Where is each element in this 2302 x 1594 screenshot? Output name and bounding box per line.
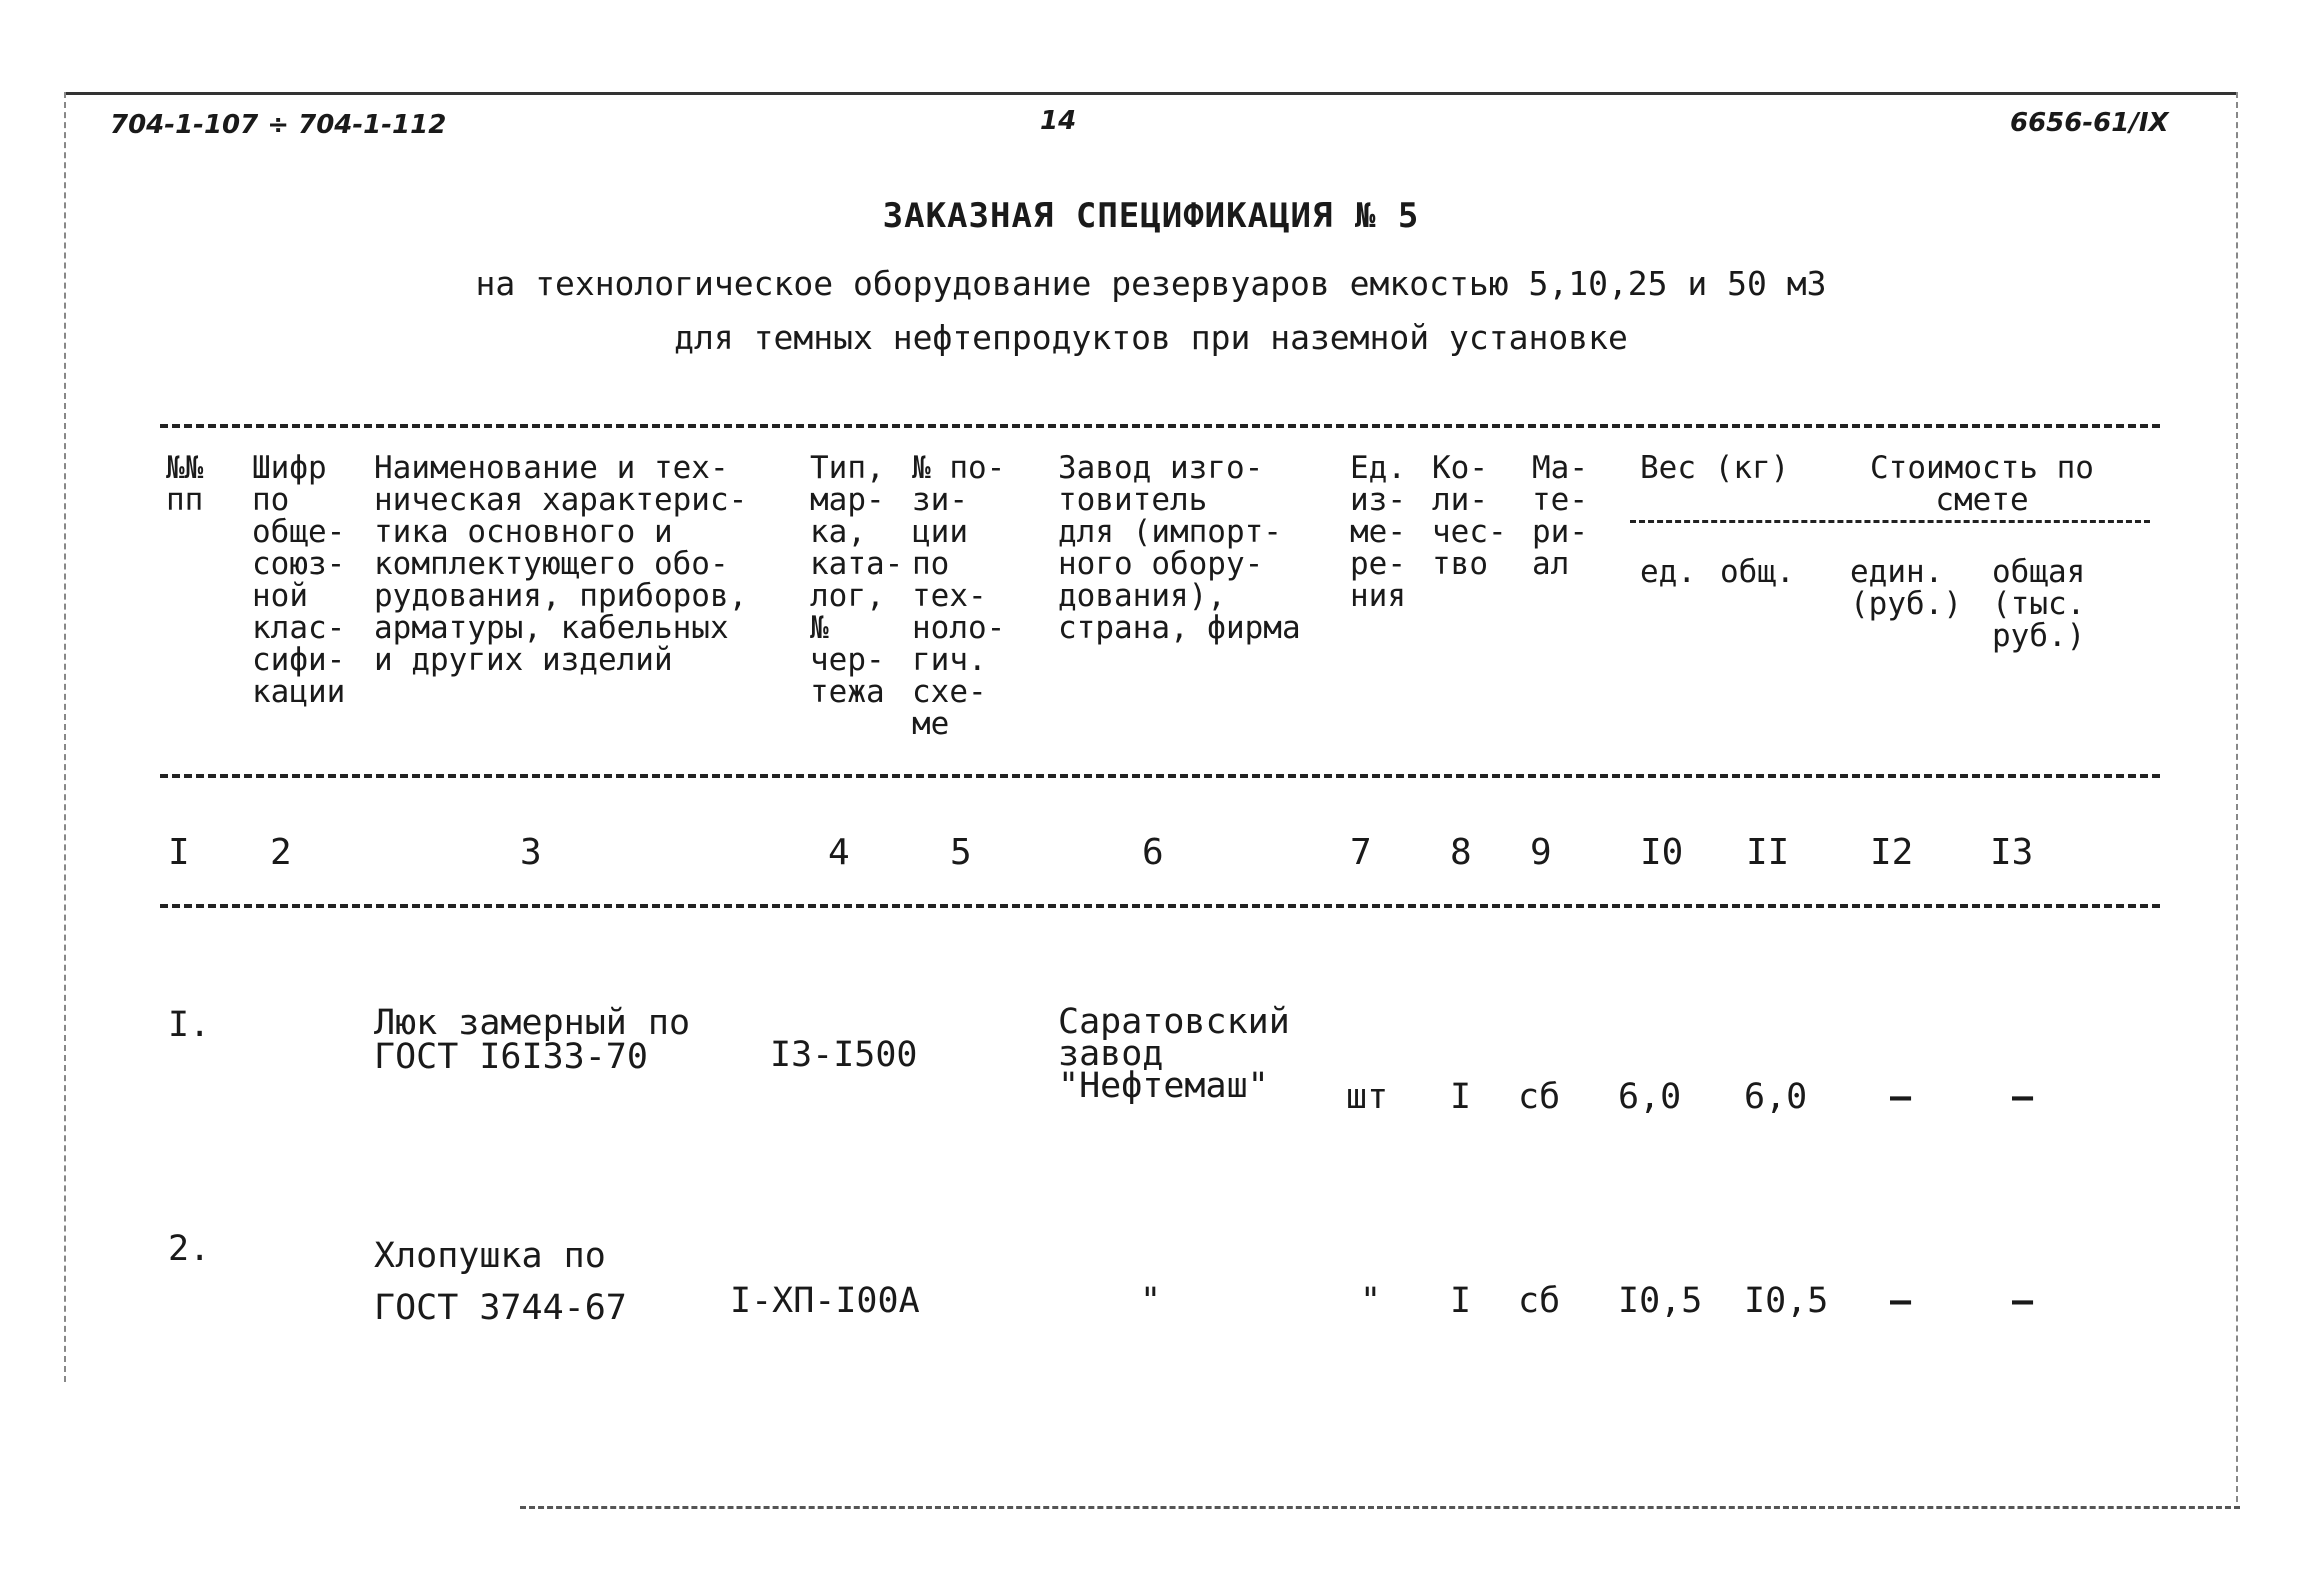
col-number-5: 5 [950,832,972,873]
document-code-left: 704-1-107 ÷ 704-1-112 [110,110,447,140]
table-header-bottom-rule [160,774,2160,778]
spec-subtitle-line2: для темных нефтепродуктов при наземной установке [674,318,1628,357]
col-number-13: I3 [1990,832,2034,873]
row2-number: 2. [168,1229,211,1269]
row2-unit-ditto: " [1360,1281,1382,1321]
col-number-8: 8 [1450,832,1472,873]
row2-weight-unit: I0,5 [1618,1281,1703,1321]
row2-weight-total: I0,5 [1744,1281,1829,1321]
row1-cost-total: – [2012,1077,2034,1117]
row1-name: Люк замерный по ГОСТ I6I33-70 [374,1003,691,1077]
table-header-top-rule [160,424,2160,428]
col-number-12: I2 [1870,832,1914,873]
row1-quantity: I [1450,1077,1472,1117]
row2-type: I-ХП-I00А [730,1281,920,1321]
col-header-type-catalog: Тип, мар- ка, ката- лог, № чер- тежа [810,450,904,710]
page-number: 14 [1040,106,1077,136]
row2-quantity: I [1450,1281,1472,1321]
row2-cost-total: – [2012,1281,2034,1321]
col-number-4: 4 [828,832,850,873]
row2-name: Хлопушка по ГОСТ 3744-67 [374,1236,627,1328]
col-number-3: 3 [520,832,542,873]
col-header-classification-code: Шифр по обще- союз- ной клас- сифи- кации [252,450,346,710]
col-header-cost-total: общая (тыс. руб.) [1992,554,2086,654]
row1-number: I. [168,1005,211,1045]
col-header-position-number: № по- зи- ции по тех- ноло- гич. схе- ме [912,450,1006,742]
col-header-quantity: Ко- ли- чес- тво [1432,450,1507,582]
row1-weight-total: 6,0 [1744,1077,1808,1117]
col-number-2: 2 [270,832,292,873]
col-number-7: 7 [1350,832,1372,873]
row2-manufacturer-ditto: " [1140,1281,1162,1321]
row2-cost-unit: – [1890,1281,1912,1321]
frame-bottom-border [520,1506,2240,1509]
col-header-row-number: №№ пп [166,450,204,518]
row1-cost-unit: – [1890,1077,1912,1117]
col-header-weight-total: общ. [1720,554,1795,590]
group-header-rule [1630,520,2150,523]
document-code-right: 6656-61/IX [2010,108,2169,138]
frame-top-border [64,92,2236,95]
col-header-cost-unit: един. (руб.) [1850,554,1962,622]
row1-unit: шт [1346,1077,1389,1117]
col-group-weight: Вес (кг) [1640,450,1790,486]
col-number-11: II [1746,832,1790,873]
col-number-9: 9 [1530,832,1552,873]
row2-material: сб [1518,1281,1561,1321]
col-group-cost: Стоимость по смете [1870,450,2094,518]
col-header-weight-unit: ед. [1640,554,1696,590]
row1-material: сб [1518,1077,1561,1117]
col-header-unit: Ед. из- ме- ре- ния [1350,450,1406,614]
col-number-10: I0 [1640,832,1684,873]
col-number-1: I [168,832,190,873]
column-numbers-rule [160,904,2160,908]
col-header-material: Ма- те- ри- ал [1532,450,1588,582]
col-header-manufacturer: Завод изго- товитель для (импорт- ного обору- дования), страна, фирма [1058,450,1301,646]
col-number-6: 6 [1142,832,1164,873]
col-header-name-and-specs: Наименование и тех- ническая характерис- тика основного и комплектующего обо- рудования, приборов, арматуры, кабельных и других изделий [374,450,748,678]
spec-title: ЗАКАЗНАЯ СПЕЦИФИКАЦИЯ № 5 [882,196,1420,236]
spec-subtitle-line1: на технологическое оборудование резервуаров емкостью 5,10,25 и 50 м3 [475,264,1827,303]
row1-manufacturer: Саратовский завод "Нефтемаш" [1058,1002,1290,1106]
frame-right-border [2236,92,2238,1502]
row1-weight-unit: 6,0 [1618,1077,1682,1117]
row1-type: I3-I500 [770,1035,918,1075]
